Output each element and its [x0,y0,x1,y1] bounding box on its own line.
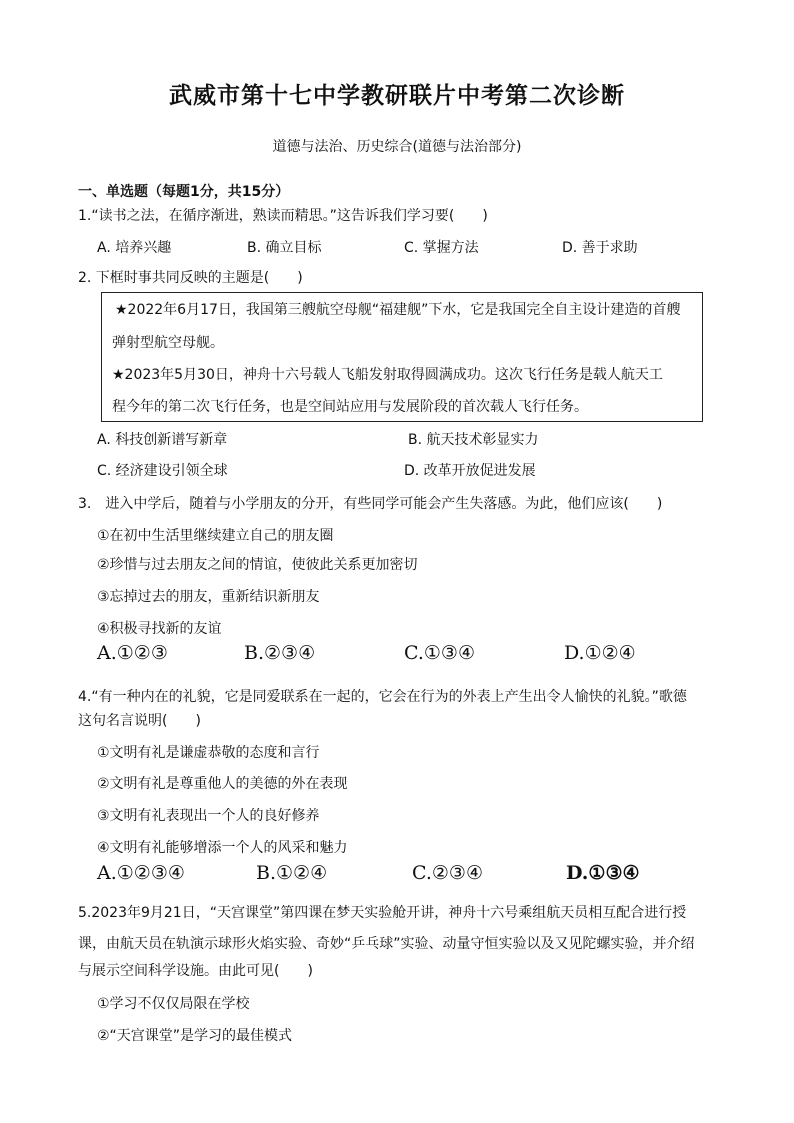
question-3-option-a: A.①②③ [97,642,168,664]
question-4-stem: 4.“有一种内在的礼貌，它是同爱联系在一起的，它会在行为的外表上产生出令人愉快的礼貌。”歌德 [78,689,687,705]
question-5-stem-cont: 与展示空间科学设施。由此可见( ) [78,963,313,979]
question-5-item: ②“天宫课堂”是学习的最佳模式 [97,1028,293,1044]
question-4-option-b: B.①②④ [256,862,328,884]
question-3-item: ①在初中生活里继续建立自己的朋友圈 [97,528,334,544]
question-4-item: ④文明有礼能够增添一个人的风采和魅力 [97,840,348,856]
question-5-stem: 5.2023年9月21日，“天宫课堂”第四课在梦天实验舱开讲，神舟十六号乘组航天员相互配合进行授 [78,905,687,921]
question-3-item: ③忘掉过去的朋友，重新结识新朋友 [97,589,320,605]
question-3-item: ②珍惜与过去朋友之间的情谊，使彼此关系更加密切 [97,557,418,573]
exam-subtitle: 道德与法治、历史综合(道德与法治部分) [272,139,522,155]
question-1-option-b: B. 确立目标 [247,240,322,256]
news-box-line: 程今年的第二次飞行任务，也是空间站应用与发展阶段的首次载人飞行任务。 [112,399,588,415]
question-3-option-c: C.①③④ [404,642,475,664]
question-1-option-c: C. 掌握方法 [404,240,479,256]
question-4-stem-cont: 这句名言说明( ) [78,713,201,729]
question-2-option-d: D. 改革开放促进发展 [404,463,536,479]
question-5-item: ①学习不仅仅局限在学校 [97,996,250,1012]
news-box-line: 弹射型航空母舰。 [112,335,224,351]
question-3-option-d: D.①②④ [564,642,636,664]
question-2-option-c: C. 经济建设引领全球 [97,463,228,479]
question-3-stem: 3. 进入中学后，随着与小学朋友的分开，有些同学可能会产生失落感。为此，他们应该( ) [78,496,663,512]
question-4-option-a: A.①②③④ [97,862,185,884]
question-4-item: ①文明有礼是谦虚恭敬的态度和言行 [97,745,320,761]
news-box-line: ★2022年6月17日，我国第三艘航空母舰“福建舰”下水，它是我国完全自主设计建造的首艘 [115,302,681,318]
question-4-option-c: C.②③④ [412,862,483,884]
question-3-item: ④积极寻找新的友谊 [97,621,222,637]
question-1-option-d: D. 善于求助 [562,240,638,256]
question-4-item: ②文明有礼是尊重他人的美德的外在表现 [97,776,348,792]
question-3-option-b: B.②③④ [244,642,316,664]
question-5-stem-cont: 课，由航天员在轨演示球形火焰实验、奇妙“乒乓球”实验、动量守恒实验以及又见陀螺实验，并介绍 [78,936,695,952]
question-4-item: ③文明有礼表现出一个人的良好修养 [97,808,320,824]
question-1-stem: 1.“读书之法，在循序渐进，熟读而精思。”这告诉我们学习要( ) [78,208,488,224]
question-4-option-d: D.①③④ [566,862,640,884]
question-2-option-a: A. 科技创新谱写新章 [97,432,228,448]
section-heading: 一、单选题（每题1分，共15分） [78,184,290,200]
exam-title: 武威市第十七中学教研联片中考第二次诊断 [169,83,625,109]
question-1-option-a: A. 培养兴趣 [97,240,172,256]
news-box-line: ★2023年5月30日，神舟十六号载人飞船发射取得圆满成功。这次飞行任务是载人航天工 [112,367,663,383]
question-2-stem: 2. 下框时事共同反映的主题是( ) [78,270,303,286]
question-2-option-b: B. 航天技术彰显实力 [408,432,539,448]
